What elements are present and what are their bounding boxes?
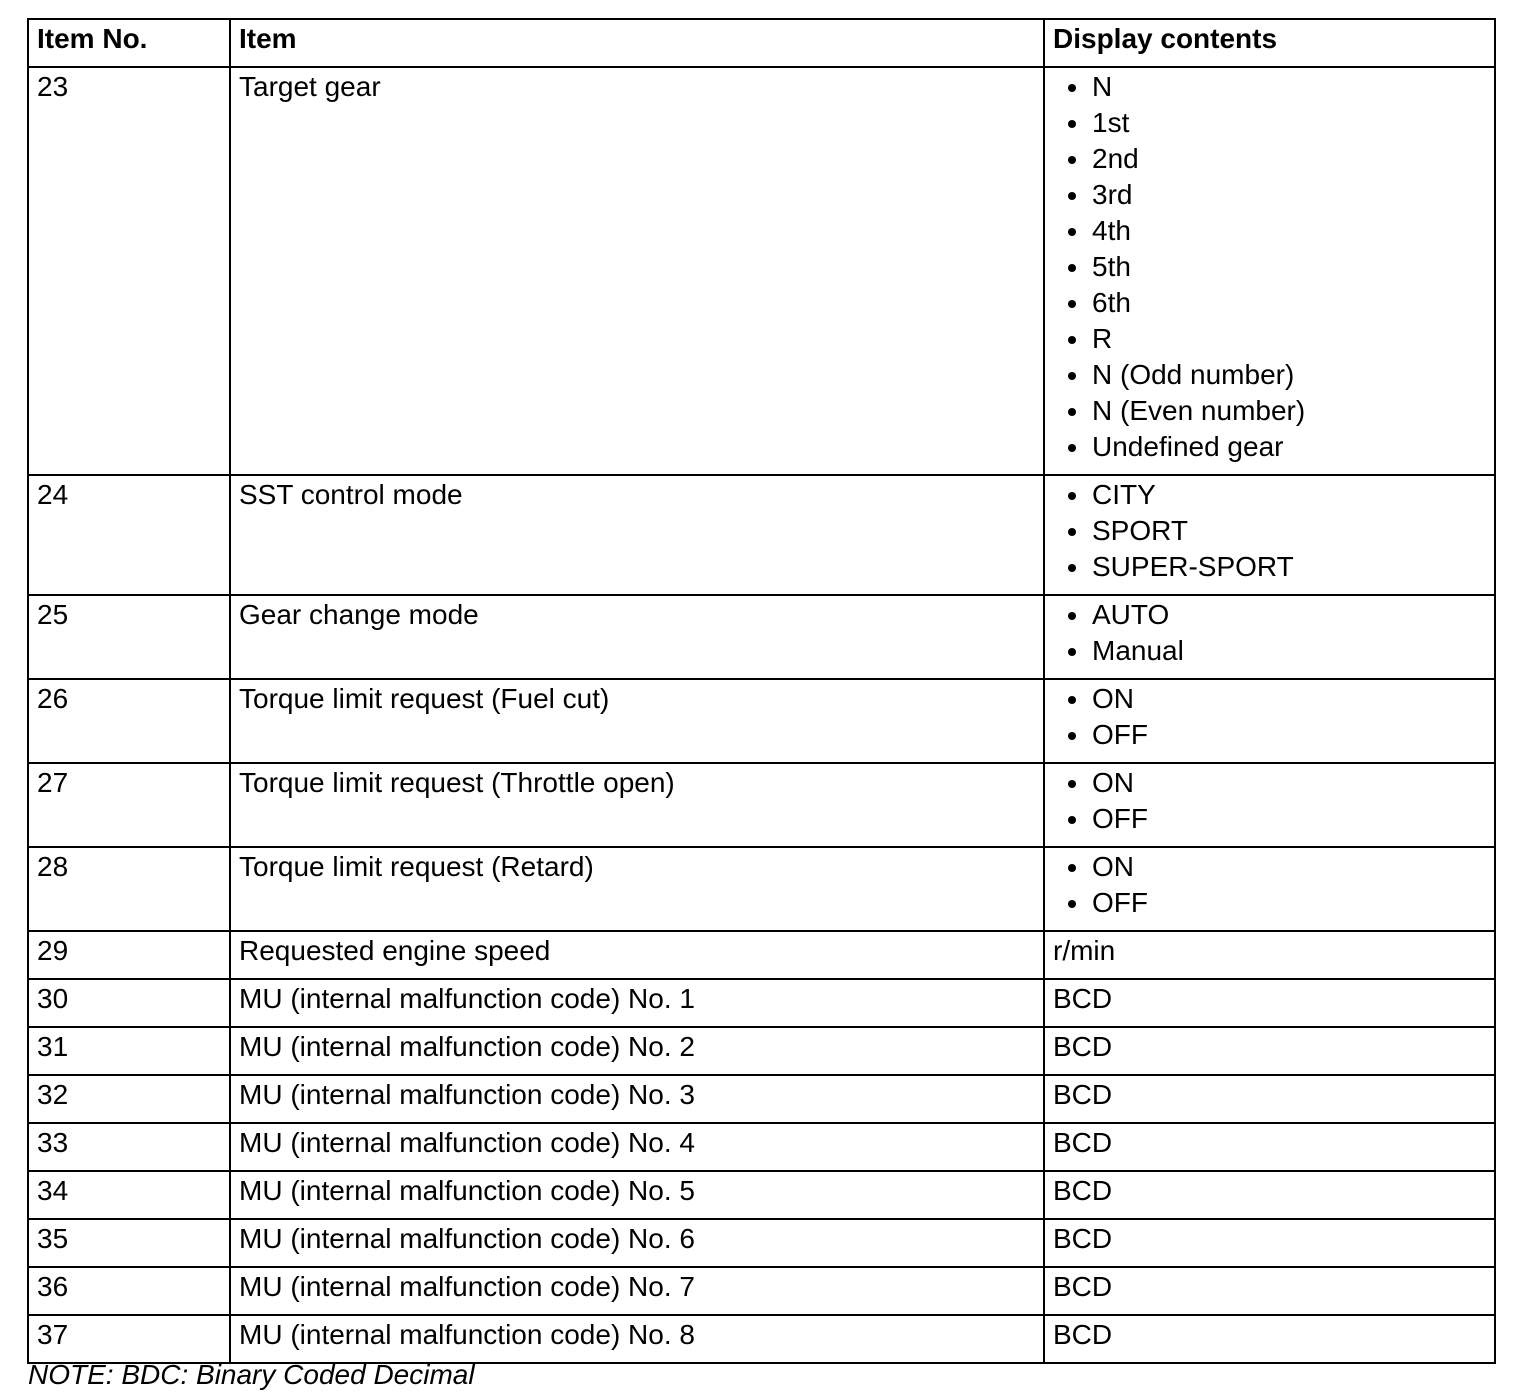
item-cell: Torque limit request (Retard) [230, 847, 1044, 931]
display-option: 1st [1053, 105, 1486, 141]
display-contents-table [27, 18, 1496, 1364]
item-no-cell: 33 [28, 1123, 230, 1171]
display-option: OFF [1053, 717, 1486, 753]
table-row [28, 763, 1495, 847]
item-no-cell: 28 [28, 847, 230, 931]
display-contents-cell: r/min [1044, 931, 1495, 979]
table-row [28, 1219, 1495, 1267]
item-cell: Target gear [230, 67, 1044, 475]
item-cell: MU (internal malfunction code) No. 2 [230, 1027, 1044, 1075]
display-contents-cell [1044, 67, 1495, 475]
display-contents-cell [1044, 595, 1495, 679]
table-row [28, 67, 1495, 475]
table-row [28, 1171, 1495, 1219]
table-row [28, 1123, 1495, 1171]
table-row [28, 847, 1495, 931]
display-option: 2nd [1053, 141, 1486, 177]
table-row [28, 931, 1495, 979]
item-no-cell: 32 [28, 1075, 230, 1123]
display-option: ON [1053, 681, 1486, 717]
display-contents-cell [1044, 475, 1495, 595]
display-option: CITY [1053, 477, 1486, 513]
display-option: 6th [1053, 285, 1486, 321]
item-no-cell: 36 [28, 1267, 230, 1315]
item-no-cell: 37 [28, 1315, 230, 1363]
display-contents-cell: BCD [1044, 979, 1495, 1027]
table-row [28, 1267, 1495, 1315]
item-no-cell: 23 [28, 67, 230, 475]
display-option: N (Even number) [1053, 393, 1486, 429]
display-option: 3rd [1053, 177, 1486, 213]
display-option: N (Odd number) [1053, 357, 1486, 393]
item-no-cell: 30 [28, 979, 230, 1027]
display-contents-cell [1044, 847, 1495, 931]
display-option: OFF [1053, 885, 1486, 921]
table-row [28, 1075, 1495, 1123]
table-row [28, 475, 1495, 595]
item-cell: MU (internal malfunction code) No. 8 [230, 1315, 1044, 1363]
display-option-list [1053, 597, 1486, 669]
header-display-contents: Display contents [1044, 19, 1495, 67]
display-option: AUTO [1053, 597, 1486, 633]
display-option: R [1053, 321, 1486, 357]
table-row [28, 595, 1495, 679]
item-cell: MU (internal malfunction code) No. 1 [230, 979, 1044, 1027]
display-option: SPORT [1053, 513, 1486, 549]
table-row [28, 1315, 1495, 1363]
header-item: Item [230, 19, 1044, 67]
display-option: Undefined gear [1053, 429, 1486, 465]
display-option: ON [1053, 849, 1486, 885]
display-option-list [1053, 69, 1486, 465]
display-option: OFF [1053, 801, 1486, 837]
display-option: N [1053, 69, 1486, 105]
item-no-cell: 26 [28, 679, 230, 763]
display-contents-cell: BCD [1044, 1123, 1495, 1171]
display-contents-cell: BCD [1044, 1219, 1495, 1267]
item-cell: SST control mode [230, 475, 1044, 595]
table-row [28, 679, 1495, 763]
display-contents-cell [1044, 679, 1495, 763]
table-row [28, 1027, 1495, 1075]
item-no-cell: 25 [28, 595, 230, 679]
header-item-no: Item No. [28, 19, 230, 67]
item-no-cell: 35 [28, 1219, 230, 1267]
display-contents-cell: BCD [1044, 1075, 1495, 1123]
item-cell: MU (internal malfunction code) No. 4 [230, 1123, 1044, 1171]
display-contents-cell: BCD [1044, 1267, 1495, 1315]
item-cell: MU (internal malfunction code) No. 5 [230, 1171, 1044, 1219]
table-body [28, 67, 1495, 1363]
display-option: SUPER-SPORT [1053, 549, 1486, 585]
item-cell: MU (internal malfunction code) No. 6 [230, 1219, 1044, 1267]
display-option-list [1053, 477, 1486, 585]
item-cell: MU (internal malfunction code) No. 7 [230, 1267, 1044, 1315]
item-cell: Torque limit request (Throttle open) [230, 763, 1044, 847]
table-header-row [28, 19, 1495, 67]
table-row [28, 979, 1495, 1027]
display-option-list [1053, 765, 1486, 837]
display-contents-cell: BCD [1044, 1171, 1495, 1219]
item-no-cell: 24 [28, 475, 230, 595]
item-cell: Requested engine speed [230, 931, 1044, 979]
item-cell: Torque limit request (Fuel cut) [230, 679, 1044, 763]
item-cell: MU (internal malfunction code) No. 3 [230, 1075, 1044, 1123]
footnote: NOTE: BDC: Binary Coded Decimal [28, 1359, 475, 1390]
display-contents-cell: BCD [1044, 1315, 1495, 1363]
display-option-list [1053, 849, 1486, 921]
document [27, 18, 1496, 1364]
display-option: 4th [1053, 213, 1486, 249]
display-option: ON [1053, 765, 1486, 801]
item-no-cell: 31 [28, 1027, 230, 1075]
display-contents-cell [1044, 763, 1495, 847]
item-no-cell: 29 [28, 931, 230, 979]
display-option: Manual [1053, 633, 1486, 669]
item-cell: Gear change mode [230, 595, 1044, 679]
display-option-list [1053, 681, 1486, 753]
display-contents-cell: BCD [1044, 1027, 1495, 1075]
display-option: 5th [1053, 249, 1486, 285]
item-no-cell: 27 [28, 763, 230, 847]
item-no-cell: 34 [28, 1171, 230, 1219]
